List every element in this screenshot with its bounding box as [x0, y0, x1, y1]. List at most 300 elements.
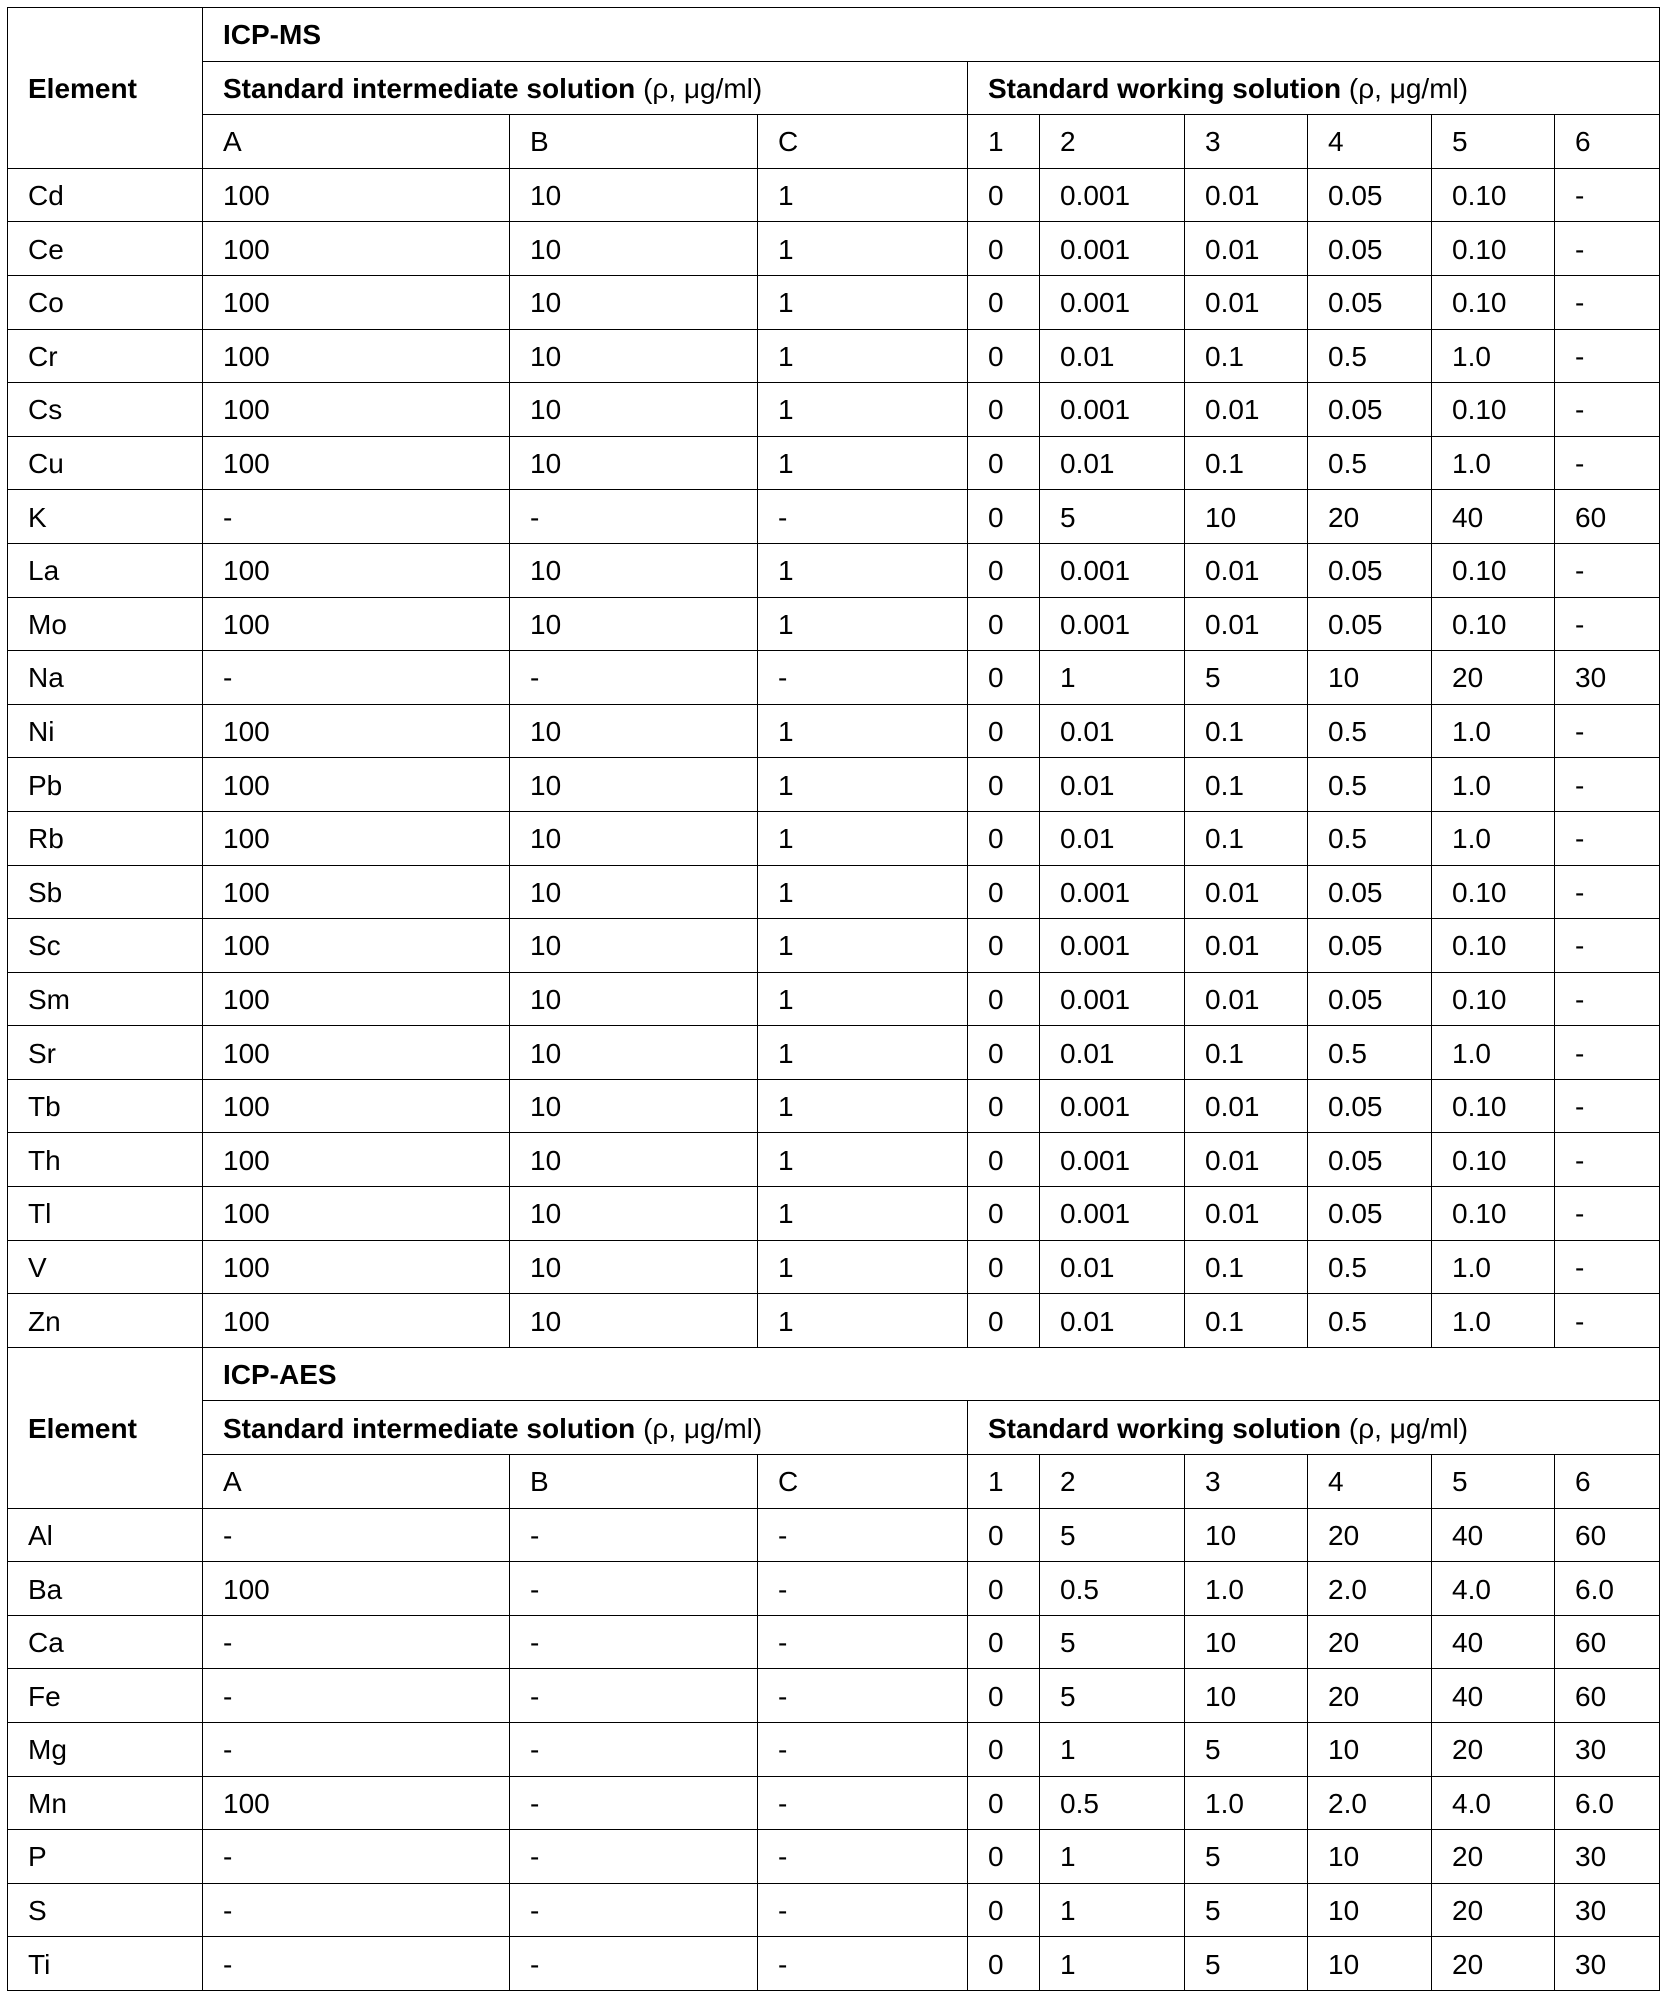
method-title: ICP-MS	[203, 8, 1660, 62]
value-cell: 5	[1040, 1615, 1185, 1669]
value-cell: 0.05	[1308, 383, 1432, 437]
value-cell: 100	[203, 1133, 510, 1187]
table-row	[8, 436, 1660, 490]
value-cell: 0.5	[1308, 811, 1432, 865]
value-cell: 0.1	[1185, 758, 1308, 812]
value-cell: 10	[510, 543, 758, 597]
value-cell: 0	[968, 1240, 1040, 1294]
value-cell: 0	[968, 1294, 1040, 1348]
value-cell: 60	[1555, 1615, 1660, 1669]
value-cell: 0	[968, 1187, 1040, 1241]
value-cell: 10	[510, 704, 758, 758]
value-cell: -	[1555, 1294, 1660, 1348]
working-col-header: 3	[1185, 115, 1308, 169]
value-cell: 10	[510, 1240, 758, 1294]
value-cell: 0.10	[1432, 972, 1555, 1026]
value-cell: -	[203, 1830, 510, 1884]
element-cell: Zn	[8, 1294, 203, 1348]
value-cell: 100	[203, 1079, 510, 1133]
value-cell: 10	[1308, 1883, 1432, 1937]
value-cell: -	[1555, 383, 1660, 437]
value-cell: 1	[758, 383, 968, 437]
value-cell: 1.0	[1185, 1562, 1308, 1616]
table-row	[8, 704, 1660, 758]
value-cell: 100	[203, 758, 510, 812]
value-cell: -	[1555, 597, 1660, 651]
value-cell: -	[1555, 1187, 1660, 1241]
value-cell: 100	[203, 704, 510, 758]
value-cell: 0	[968, 383, 1040, 437]
value-cell: 0.01	[1185, 222, 1308, 276]
value-cell: 1.0	[1432, 1240, 1555, 1294]
value-cell: -	[1555, 704, 1660, 758]
element-column-header: Element	[8, 8, 203, 169]
element-cell: S	[8, 1883, 203, 1937]
value-cell: 0	[968, 168, 1040, 222]
table-row	[8, 383, 1660, 437]
value-cell: 20	[1432, 1937, 1555, 1991]
value-cell: 2.0	[1308, 1776, 1432, 1830]
value-cell: 5	[1040, 1508, 1185, 1562]
intermediate-col-header: A	[203, 115, 510, 169]
element-cell: Sb	[8, 865, 203, 919]
value-cell: 0	[968, 490, 1040, 544]
value-cell: 40	[1432, 1615, 1555, 1669]
element-cell: Tl	[8, 1187, 203, 1241]
value-cell: 0	[968, 651, 1040, 705]
value-cell: 0.1	[1185, 1026, 1308, 1080]
value-cell: 6.0	[1555, 1776, 1660, 1830]
value-cell: 0	[968, 597, 1040, 651]
value-cell: 0.01	[1040, 1240, 1185, 1294]
value-cell: 0.5	[1308, 1294, 1432, 1348]
value-cell: 10	[510, 865, 758, 919]
table-row	[8, 1187, 1660, 1241]
value-cell: 0.1	[1185, 1294, 1308, 1348]
element-cell: Cr	[8, 329, 203, 383]
intermediate-title: Standard intermediate solution	[223, 1412, 636, 1444]
element-cell: Ba	[8, 1562, 203, 1616]
value-cell: 0.5	[1308, 704, 1432, 758]
value-cell: 10	[510, 383, 758, 437]
table-row	[8, 1562, 1660, 1616]
value-cell: -	[758, 1883, 968, 1937]
value-cell: 0.10	[1432, 275, 1555, 329]
value-cell: -	[1555, 972, 1660, 1026]
value-cell: 2.0	[1308, 1562, 1432, 1616]
value-cell: 100	[203, 1294, 510, 1348]
value-cell: 0.001	[1040, 168, 1185, 222]
table-row	[8, 1240, 1660, 1294]
value-cell: -	[510, 1883, 758, 1937]
value-cell: 0.1	[1185, 704, 1308, 758]
intermediate-unit: (ρ, μg/ml)	[643, 72, 763, 104]
subheader-row	[8, 1455, 1660, 1509]
value-cell: 1	[758, 1294, 968, 1348]
value-cell: 100	[203, 1187, 510, 1241]
value-cell: 100	[203, 972, 510, 1026]
value-cell: 100	[203, 1776, 510, 1830]
value-cell: 100	[203, 543, 510, 597]
table-row	[8, 972, 1660, 1026]
value-cell: 1	[758, 811, 968, 865]
value-cell: 100	[203, 865, 510, 919]
value-cell: 1.0	[1432, 1294, 1555, 1348]
value-cell: 100	[203, 919, 510, 973]
value-cell: 5	[1040, 1669, 1185, 1723]
value-cell: -	[758, 651, 968, 705]
table-row	[8, 543, 1660, 597]
value-cell: 1.0	[1432, 758, 1555, 812]
value-cell: 100	[203, 329, 510, 383]
value-cell: 0.10	[1432, 543, 1555, 597]
value-cell: 100	[203, 1562, 510, 1616]
value-cell: 0	[968, 1830, 1040, 1884]
value-cell: 0.01	[1185, 1133, 1308, 1187]
value-cell: 0	[968, 1615, 1040, 1669]
value-cell: -	[758, 1669, 968, 1723]
value-cell: 1.0	[1185, 1776, 1308, 1830]
table-row	[8, 1079, 1660, 1133]
intermediate-col-header: B	[510, 1455, 758, 1509]
value-cell: 1	[758, 436, 968, 490]
value-cell: -	[203, 1937, 510, 1991]
value-cell: 0	[968, 1723, 1040, 1777]
table-row	[8, 1669, 1660, 1723]
value-cell: 0.05	[1308, 1133, 1432, 1187]
value-cell: 1	[1040, 651, 1185, 705]
value-cell: 0.05	[1308, 972, 1432, 1026]
value-cell: 0.05	[1308, 168, 1432, 222]
value-cell: 30	[1555, 1883, 1660, 1937]
value-cell: 20	[1432, 1723, 1555, 1777]
working-solution-header	[968, 1401, 1660, 1455]
value-cell: 1	[1040, 1723, 1185, 1777]
value-cell: 0.01	[1040, 1294, 1185, 1348]
intermediate-solution-header	[203, 61, 968, 115]
value-cell: 5	[1040, 490, 1185, 544]
value-cell: 0.01	[1040, 436, 1185, 490]
intermediate-col-header: C	[758, 115, 968, 169]
value-cell: 20	[1432, 1830, 1555, 1884]
element-cell: Al	[8, 1508, 203, 1562]
value-cell: 10	[510, 1133, 758, 1187]
value-cell: 30	[1555, 1830, 1660, 1884]
value-cell: -	[758, 1508, 968, 1562]
value-cell: 0.05	[1308, 1079, 1432, 1133]
value-cell: 0.5	[1040, 1562, 1185, 1616]
value-cell: 0.05	[1308, 919, 1432, 973]
value-cell: -	[203, 1723, 510, 1777]
value-cell: 0	[968, 919, 1040, 973]
value-cell: 0	[968, 704, 1040, 758]
value-cell: -	[203, 1615, 510, 1669]
value-cell: -	[1555, 811, 1660, 865]
element-cell: Pb	[8, 758, 203, 812]
value-cell: 0	[968, 1026, 1040, 1080]
value-cell: -	[203, 1883, 510, 1937]
value-cell: 1	[758, 1187, 968, 1241]
value-cell: 6.0	[1555, 1562, 1660, 1616]
value-cell: -	[1555, 758, 1660, 812]
value-cell: -	[510, 1723, 758, 1777]
element-cell: Na	[8, 651, 203, 705]
intermediate-unit: (ρ, μg/ml)	[643, 1412, 763, 1444]
value-cell: 0.01	[1185, 972, 1308, 1026]
element-cell: Ca	[8, 1615, 203, 1669]
value-cell: 10	[1185, 1615, 1308, 1669]
value-cell: 40	[1432, 1669, 1555, 1723]
element-cell: V	[8, 1240, 203, 1294]
value-cell: 0.10	[1432, 1079, 1555, 1133]
value-cell: 10	[1185, 490, 1308, 544]
value-cell: 10	[510, 1026, 758, 1080]
table-body	[8, 8, 1660, 1991]
value-cell: 5	[1185, 651, 1308, 705]
value-cell: 0.5	[1040, 1776, 1185, 1830]
value-cell: -	[1555, 919, 1660, 973]
value-cell: 0.5	[1308, 436, 1432, 490]
value-cell: 0.05	[1308, 222, 1432, 276]
value-cell: -	[510, 1669, 758, 1723]
table-row	[8, 1294, 1660, 1348]
value-cell: 1	[758, 1240, 968, 1294]
value-cell: -	[758, 1615, 968, 1669]
value-cell: 0.5	[1308, 1240, 1432, 1294]
value-cell: 60	[1555, 490, 1660, 544]
value-cell: -	[510, 651, 758, 705]
value-cell: -	[1555, 436, 1660, 490]
value-cell: 1	[758, 1026, 968, 1080]
value-cell: -	[203, 651, 510, 705]
intermediate-col-header: A	[203, 1455, 510, 1509]
element-cell: K	[8, 490, 203, 544]
value-cell: 0.1	[1185, 436, 1308, 490]
element-cell: Mo	[8, 597, 203, 651]
value-cell: 100	[203, 811, 510, 865]
value-cell: 0.1	[1185, 1240, 1308, 1294]
value-cell: 10	[1308, 1937, 1432, 1991]
value-cell: 1	[1040, 1937, 1185, 1991]
table-row	[8, 1133, 1660, 1187]
value-cell: 0.01	[1185, 919, 1308, 973]
value-cell: 0.001	[1040, 1133, 1185, 1187]
value-cell: 0	[968, 1776, 1040, 1830]
table-row	[8, 490, 1660, 544]
working-col-header: 4	[1308, 115, 1432, 169]
value-cell: 10	[510, 168, 758, 222]
value-cell: 0.10	[1432, 919, 1555, 973]
value-cell: 0.10	[1432, 168, 1555, 222]
value-cell: 0.001	[1040, 865, 1185, 919]
table-row	[8, 597, 1660, 651]
value-cell: 10	[510, 972, 758, 1026]
value-cell: 0.01	[1040, 329, 1185, 383]
value-cell: 0.01	[1185, 543, 1308, 597]
element-cell: Mg	[8, 1723, 203, 1777]
method-title: ICP-AES	[203, 1347, 1660, 1401]
value-cell: -	[1555, 543, 1660, 597]
intermediate-title: Standard intermediate solution	[223, 72, 636, 104]
value-cell: -	[1555, 1026, 1660, 1080]
element-cell: Sc	[8, 919, 203, 973]
value-cell: 1	[758, 972, 968, 1026]
value-cell: 0.001	[1040, 275, 1185, 329]
value-cell: 0	[968, 1508, 1040, 1562]
value-cell: 1.0	[1432, 1026, 1555, 1080]
value-cell: 0.001	[1040, 383, 1185, 437]
value-cell: 30	[1555, 1723, 1660, 1777]
element-cell: Co	[8, 275, 203, 329]
value-cell: 10	[1185, 1508, 1308, 1562]
value-cell: 10	[1308, 1723, 1432, 1777]
value-cell: -	[510, 1508, 758, 1562]
value-cell: -	[758, 490, 968, 544]
value-cell: 60	[1555, 1669, 1660, 1723]
value-cell: 0.001	[1040, 919, 1185, 973]
section-header-row	[8, 1347, 1660, 1401]
value-cell: 1.0	[1432, 329, 1555, 383]
value-cell: 0.001	[1040, 543, 1185, 597]
value-cell: -	[1555, 1133, 1660, 1187]
table-row	[8, 168, 1660, 222]
value-cell: 100	[203, 1026, 510, 1080]
value-cell: 0.01	[1040, 811, 1185, 865]
value-cell: 5	[1185, 1723, 1308, 1777]
table-row	[8, 919, 1660, 973]
value-cell: 10	[510, 222, 758, 276]
table-row	[8, 1508, 1660, 1562]
value-cell: 0.001	[1040, 222, 1185, 276]
value-cell: -	[758, 1562, 968, 1616]
table-row	[8, 1026, 1660, 1080]
value-cell: 10	[510, 275, 758, 329]
value-cell: 1	[758, 704, 968, 758]
value-cell: 1	[758, 543, 968, 597]
element-cell: Sr	[8, 1026, 203, 1080]
element-cell: La	[8, 543, 203, 597]
value-cell: 0	[968, 811, 1040, 865]
working-unit: (ρ, μg/ml)	[1348, 1412, 1469, 1444]
table-row	[8, 1937, 1660, 1991]
value-cell: 20	[1432, 1883, 1555, 1937]
value-cell: 0.05	[1308, 543, 1432, 597]
value-cell: 5	[1185, 1937, 1308, 1991]
value-cell: 0.01	[1185, 1079, 1308, 1133]
working-col-header: 5	[1432, 1455, 1555, 1509]
element-cell: Mn	[8, 1776, 203, 1830]
value-cell: -	[1555, 1079, 1660, 1133]
value-cell: 40	[1432, 1508, 1555, 1562]
value-cell: -	[510, 1937, 758, 1991]
value-cell: 0.10	[1432, 1133, 1555, 1187]
value-cell: 0.01	[1185, 275, 1308, 329]
value-cell: -	[758, 1776, 968, 1830]
value-cell: 10	[510, 758, 758, 812]
value-cell: 10	[510, 919, 758, 973]
value-cell: 5	[1185, 1883, 1308, 1937]
value-cell: 10	[510, 597, 758, 651]
value-cell: -	[203, 490, 510, 544]
value-cell: 0.001	[1040, 972, 1185, 1026]
value-cell: 10	[510, 436, 758, 490]
value-cell: 10	[510, 329, 758, 383]
value-cell: 0.01	[1040, 704, 1185, 758]
value-cell: 1.0	[1432, 436, 1555, 490]
working-col-header: 5	[1432, 115, 1555, 169]
value-cell: 0	[968, 543, 1040, 597]
value-cell: 10	[510, 1079, 758, 1133]
value-cell: 100	[203, 168, 510, 222]
value-cell: 0.1	[1185, 811, 1308, 865]
value-cell: 1	[758, 168, 968, 222]
value-cell: 20	[1308, 1669, 1432, 1723]
value-cell: 1	[758, 919, 968, 973]
value-cell: 1	[758, 222, 968, 276]
working-col-header: 2	[1040, 115, 1185, 169]
working-col-header: 1	[968, 115, 1040, 169]
working-solution-header	[968, 61, 1660, 115]
value-cell: 0	[968, 329, 1040, 383]
value-cell: 0.01	[1185, 168, 1308, 222]
value-cell: 0.01	[1185, 597, 1308, 651]
table-row	[8, 1776, 1660, 1830]
table-row	[8, 758, 1660, 812]
element-cell: Cd	[8, 168, 203, 222]
value-cell: -	[203, 1508, 510, 1562]
table-row	[8, 1723, 1660, 1777]
value-cell: 0.10	[1432, 383, 1555, 437]
value-cell: -	[1555, 329, 1660, 383]
value-cell: 1	[758, 275, 968, 329]
value-cell: 1	[758, 865, 968, 919]
value-cell: 20	[1308, 1508, 1432, 1562]
working-col-header: 3	[1185, 1455, 1308, 1509]
value-cell: 1	[758, 758, 968, 812]
value-cell: 0.01	[1185, 383, 1308, 437]
element-cell: Tb	[8, 1079, 203, 1133]
table-row	[8, 275, 1660, 329]
value-cell: 0	[968, 1562, 1040, 1616]
value-cell: 100	[203, 275, 510, 329]
value-cell: -	[1555, 275, 1660, 329]
value-cell: 0.10	[1432, 1187, 1555, 1241]
element-column-header: Element	[8, 1347, 203, 1508]
value-cell: -	[203, 1669, 510, 1723]
value-cell: 0	[968, 1133, 1040, 1187]
value-cell: 0.05	[1308, 865, 1432, 919]
value-cell: 0.05	[1308, 597, 1432, 651]
value-cell: 1	[1040, 1883, 1185, 1937]
value-cell: 0	[968, 1669, 1040, 1723]
value-cell: 10	[510, 811, 758, 865]
value-cell: 0.001	[1040, 597, 1185, 651]
value-cell: 0.05	[1308, 275, 1432, 329]
value-cell: 30	[1555, 1937, 1660, 1991]
value-cell: 10	[1308, 651, 1432, 705]
element-cell: P	[8, 1830, 203, 1884]
value-cell: 1	[758, 597, 968, 651]
value-cell: 20	[1308, 490, 1432, 544]
working-col-header: 2	[1040, 1455, 1185, 1509]
value-cell: -	[758, 1830, 968, 1884]
value-cell: 0.5	[1308, 329, 1432, 383]
value-cell: -	[1555, 222, 1660, 276]
working-col-header: 6	[1555, 115, 1660, 169]
value-cell: 40	[1432, 490, 1555, 544]
value-cell: 20	[1308, 1615, 1432, 1669]
element-cell: Fe	[8, 1669, 203, 1723]
